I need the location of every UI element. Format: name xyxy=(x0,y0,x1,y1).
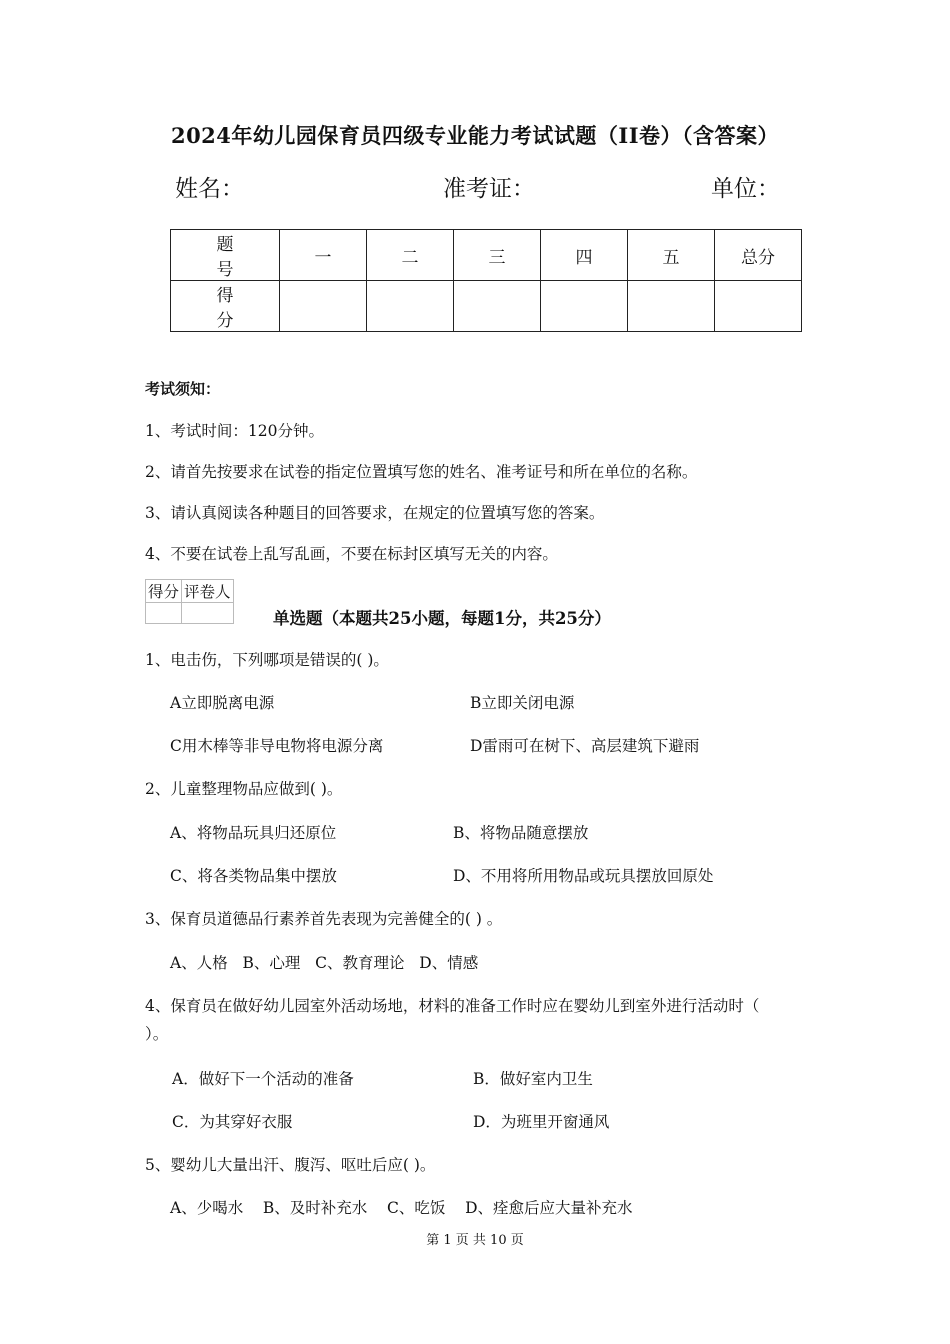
option-b[interactable]: B立即关闭电源 xyxy=(470,694,575,712)
notice-item: 2、请首先按要求在试卷的指定位置填写您的姓名、准考证号和所在单位的名称。 xyxy=(145,463,698,481)
option-c[interactable]: C用木棒等非导电物将电源分离 xyxy=(170,737,384,755)
option-a[interactable]: A立即脱离电源 xyxy=(170,694,275,712)
score-header-cell: 四 xyxy=(541,230,628,281)
option-d[interactable]: D雷雨可在树下、高层建筑下避雨 xyxy=(470,737,700,755)
question-stem-continued: ）。 xyxy=(145,1025,169,1043)
grader-box xyxy=(145,579,234,624)
unit-label: 单位： xyxy=(711,176,780,202)
score-table-header-row xyxy=(171,230,802,281)
grader-score-cell[interactable] xyxy=(146,603,182,624)
score-cell[interactable] xyxy=(541,281,628,332)
notice-item: 1、考试时间：120分钟。 xyxy=(145,422,324,440)
question-stem: 3、保育员道德品行素养首先表现为完善健全的( ) 。 xyxy=(145,910,503,928)
exam-title: 2024年幼儿园保育员四级专业能力考试试题（II卷）（含答案） xyxy=(170,123,780,148)
notice-title: 考试须知： xyxy=(145,380,221,398)
question-stem: 5、婴幼儿大量出汗、腹泻、呕吐后应( )。 xyxy=(145,1156,436,1174)
score-row-label: 得 分 xyxy=(171,281,280,332)
option-b[interactable]: B、将物品随意摆放 xyxy=(453,824,589,842)
page-footer: 第 1 页 共 10 页 xyxy=(426,1233,524,1248)
score-header-cell: 一 xyxy=(280,230,367,281)
score-header-cell: 题 号 xyxy=(171,230,280,281)
name-label: 姓名： xyxy=(175,176,244,202)
score-header-cell: 总分 xyxy=(715,230,802,281)
score-table xyxy=(170,229,802,332)
score-cell[interactable] xyxy=(367,281,454,332)
option-c[interactable]: C、将各类物品集中摆放 xyxy=(170,867,337,885)
grader-name-cell[interactable] xyxy=(182,603,234,624)
score-table-score-row xyxy=(171,281,802,332)
section-title: 单选题（本题共25小题，每题1分，共25分） xyxy=(273,609,611,628)
score-header-cell: 三 xyxy=(454,230,541,281)
exam-id-label: 准考证： xyxy=(443,176,535,202)
notice-item: 3、请认真阅读各种题目的回答要求，在规定的位置填写您的答案。 xyxy=(145,504,605,522)
question-stem: 1、电击伤，下列哪项是错误的( )。 xyxy=(145,651,389,669)
option-b[interactable]: B．做好室内卫生 xyxy=(473,1070,593,1088)
grader-name-label: 评卷人 xyxy=(182,580,234,603)
option-d[interactable]: D．为班里开窗通风 xyxy=(473,1113,610,1131)
score-cell[interactable] xyxy=(280,281,367,332)
question-stem: 4、保育员在做好幼儿园室外活动场地，材料的准备工作时应在婴幼儿到室外进行活动时（ xyxy=(145,997,760,1015)
score-header-cell: 二 xyxy=(367,230,454,281)
option-a[interactable]: A、将物品玩具归还原位 xyxy=(170,824,337,842)
score-header-cell: 五 xyxy=(628,230,715,281)
score-cell[interactable] xyxy=(628,281,715,332)
option-a[interactable]: A．做好下一个活动的准备 xyxy=(172,1070,354,1088)
option-d[interactable]: D、不用将所用物品或玩具摆放回原处 xyxy=(453,867,714,885)
score-cell[interactable] xyxy=(715,281,802,332)
option-c[interactable]: C．为其穿好衣服 xyxy=(172,1113,293,1131)
notice-item: 4、不要在试卷上乱写乱画，不要在标封区填写无关的内容。 xyxy=(145,545,558,563)
options-inline[interactable]: A、人格 B、心理 C、教育理论 D、情感 xyxy=(170,954,479,972)
score-cell[interactable] xyxy=(454,281,541,332)
question-stem: 2、儿童整理物品应做到( )。 xyxy=(145,780,343,798)
grader-score-label: 得分 xyxy=(146,580,182,603)
options-inline[interactable]: A、少喝水 B、及时补充水 C、吃饭 D、痊愈后应大量补充水 xyxy=(170,1199,633,1217)
